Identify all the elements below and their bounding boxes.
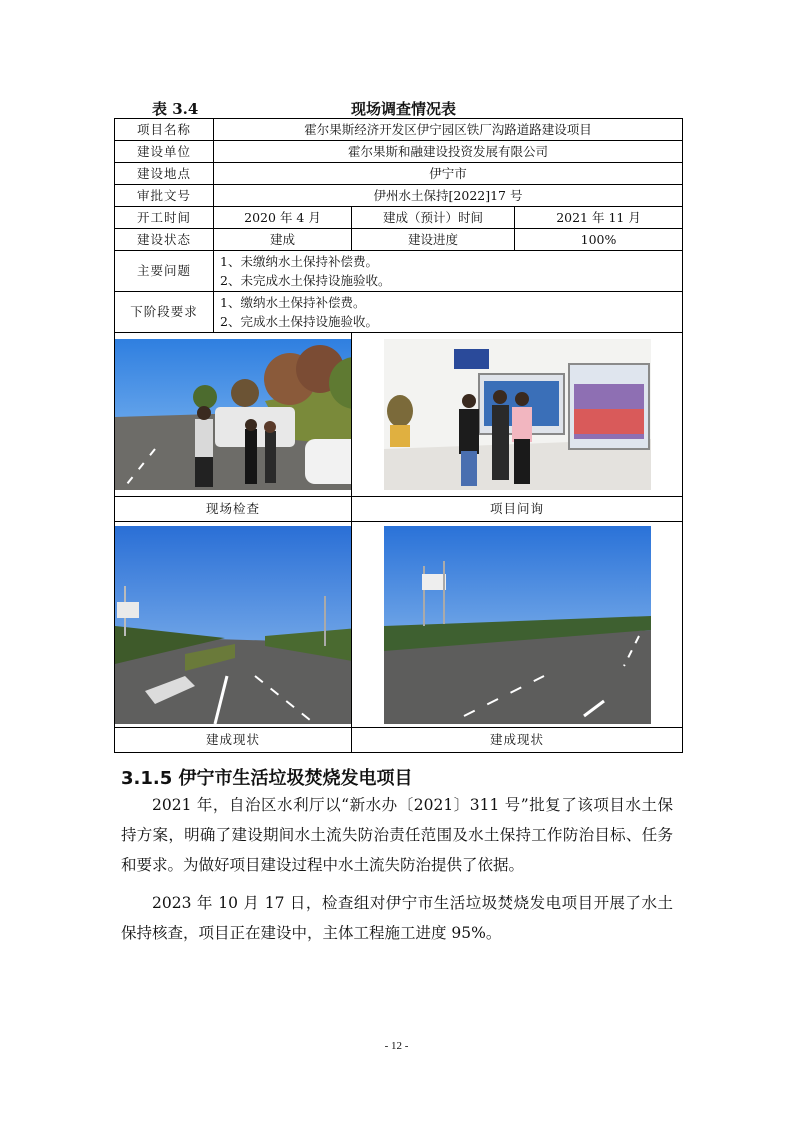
start-value: 2020 年 4 月: [214, 207, 352, 229]
list-item: 2、未完成水土保持设施验收。: [220, 273, 391, 288]
location-value: 伊宁市: [214, 163, 683, 185]
project-name-value: 霍尔果斯经济开发区伊宁园区铁厂沟路道路建设项目: [214, 119, 683, 141]
next-stage-list: [214, 292, 683, 333]
table-row: [115, 728, 683, 753]
table-row: [115, 333, 683, 497]
issues-list: [214, 251, 683, 292]
finish-label: 建成（预计）时间: [352, 207, 515, 229]
table-row: [115, 207, 683, 229]
site-inspection-photo: [115, 339, 352, 490]
table-row: [115, 497, 683, 522]
photo-cell: [352, 522, 683, 728]
photo-cell: [352, 333, 683, 497]
table-row: [115, 292, 683, 333]
table-row: [115, 163, 683, 185]
section-heading: 3.1.5 伊宁市生活垃圾焚烧发电项目: [121, 768, 413, 789]
photo-cell: [115, 333, 352, 497]
table-title: 现场调查情况表: [351, 100, 457, 118]
progress-label: 建设进度: [352, 229, 515, 251]
list-item: 1、缴纳水土保持补偿费。: [220, 295, 366, 310]
project-inquiry-photo: [384, 339, 651, 490]
page-number: - 12 -: [384, 1040, 409, 1052]
table-row: [115, 119, 683, 141]
unit-value: 霍尔果斯和融建设投资发展有限公司: [214, 141, 683, 163]
paragraph: 2023 年 10 月 17 日，检查组对伊宁市生活垃圾焚烧发电项目开展了水土保持核查，项目正在建设中，主体工程施工进度 95%。: [121, 894, 673, 942]
photo-cell: [115, 522, 352, 728]
photo-caption: 现场检查: [115, 497, 352, 522]
photo-caption: 建成现状: [352, 728, 683, 753]
site-survey-table: [114, 118, 683, 753]
table-row: [115, 185, 683, 207]
table-caption: [114, 98, 682, 118]
list-item: 2、完成水土保持设施验收。: [220, 314, 378, 329]
start-label: 开工时间: [115, 207, 214, 229]
table-row: [115, 522, 683, 728]
status-label: 建设状态: [115, 229, 214, 251]
table-number: 表 3.4: [152, 100, 199, 118]
unit-label: 建设单位: [115, 141, 214, 163]
progress-value: 100%: [515, 229, 683, 251]
approval-value: 伊州水土保持[2022]17 号: [214, 185, 683, 207]
table-row: [115, 141, 683, 163]
photo-caption: 项目问询: [352, 497, 683, 522]
next-stage-label: 下阶段要求: [115, 292, 214, 333]
approval-label: 审批文号: [115, 185, 214, 207]
completed-road-photo: [115, 526, 352, 724]
status-value: 建成: [214, 229, 352, 251]
table-row: [115, 251, 683, 292]
project-name-label: 项目名称: [115, 119, 214, 141]
location-label: 建设地点: [115, 163, 214, 185]
table-row: [115, 229, 683, 251]
photo-caption: 建成现状: [115, 728, 352, 753]
list-item: 1、未缴纳水土保持补偿费。: [220, 254, 378, 269]
finish-value: 2021 年 11 月: [515, 207, 683, 229]
issues-label: 主要问题: [115, 251, 214, 292]
paragraph: 2021 年，自治区水利厅以“新水办〔2021〕311 号”批复了该项目水土保持方案，明确了建设期间水土流失防治责任范围及水土保持工作防治目标、任务和要求。为做好项目建设过程中水土流失防治提供了依据。: [121, 796, 673, 874]
completed-road-photo: [384, 526, 651, 724]
